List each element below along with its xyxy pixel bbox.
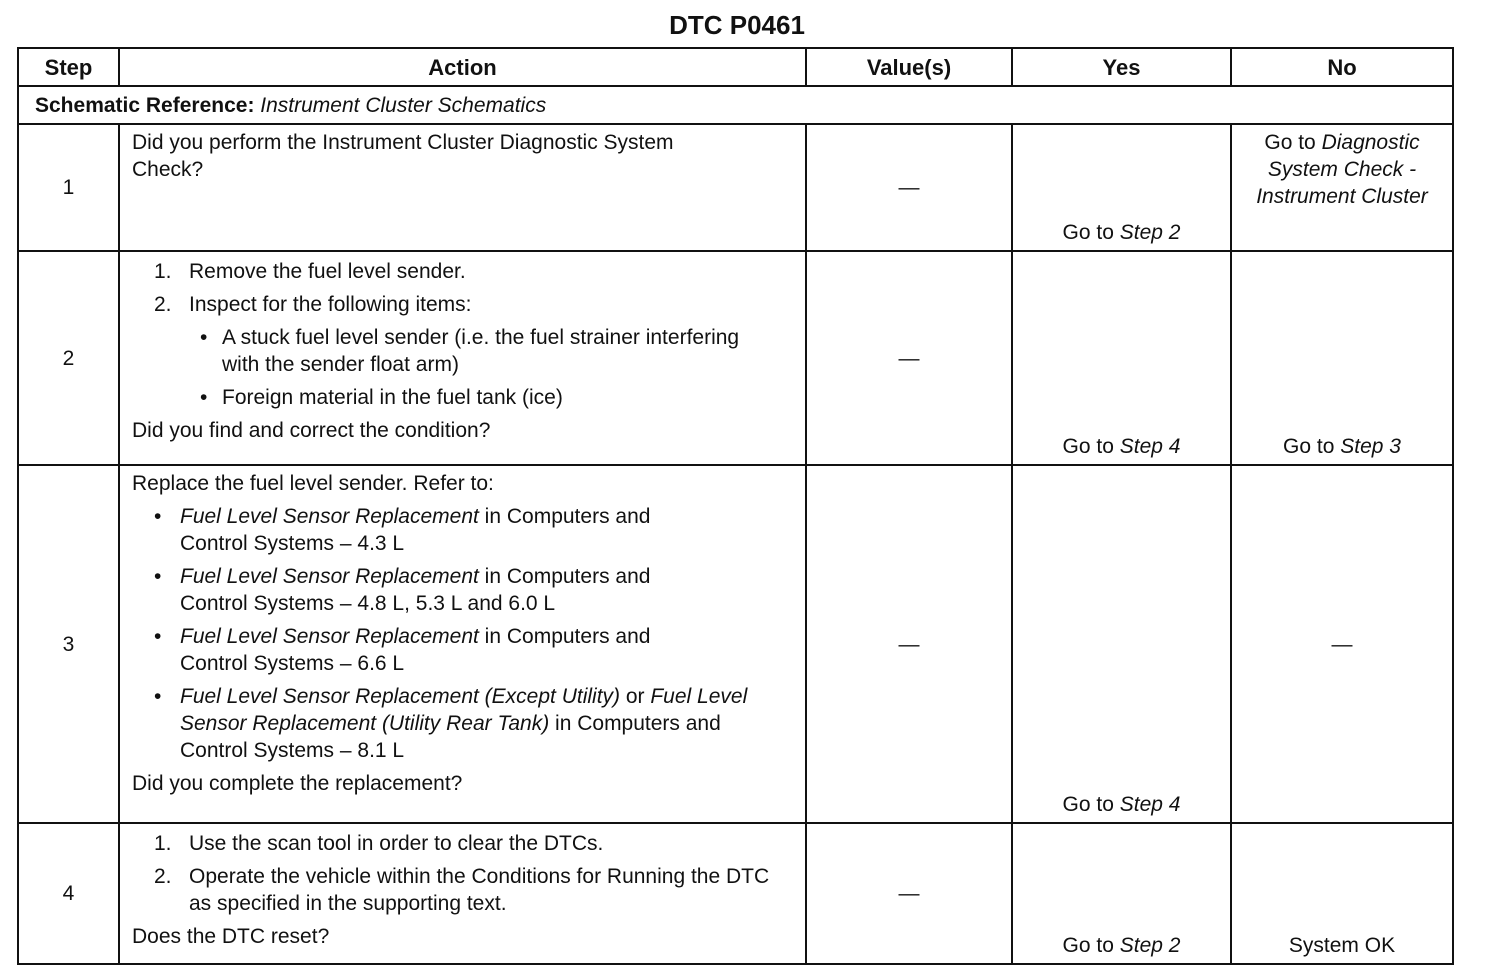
schematic-label: Schematic Reference: — [35, 93, 255, 117]
header-yes: Yes — [1012, 48, 1231, 86]
no-cell: — — [1231, 465, 1453, 823]
reference-link[interactable]: Fuel Level Sensor Replacement (Utility Rear Tank) — [180, 685, 748, 735]
bullet-item — [200, 324, 740, 378]
yes-cell — [1012, 251, 1231, 465]
no-cell — [1231, 124, 1453, 251]
header-action: Action — [119, 48, 806, 86]
action-cell — [119, 124, 806, 251]
item-text: Inspect for the following items: — [189, 293, 472, 316]
value-cell: — — [806, 465, 1012, 823]
bullet-icon: • — [154, 625, 162, 648]
schematic-link[interactable]: Instrument Cluster Schematics — [260, 93, 547, 117]
action-question: Did you complete the replacement? — [132, 772, 463, 795]
document-title: DTC P0461 — [669, 10, 805, 40]
reference-link[interactable]: Fuel Level Sensor Replacement (Except Utility) — [180, 685, 621, 708]
no-link[interactable]: Diagnostic System Check - Instrument Cluster — [1256, 131, 1428, 208]
yes-link[interactable]: Step 2 — [1119, 934, 1181, 957]
step-number: 3 — [18, 465, 119, 823]
bullet-icon: • — [154, 505, 162, 528]
action-cell — [119, 465, 806, 823]
reference-manual: Computers and Control Systems – 8.1 L — [180, 712, 721, 762]
no-prefix: Go to — [1264, 131, 1322, 154]
yes-link[interactable]: Step 4 — [1119, 435, 1181, 458]
yes-prefix: Go to — [1062, 934, 1120, 957]
reference-joiner: in — [478, 505, 507, 528]
header-step: Step — [18, 48, 119, 86]
item-text: Use the scan tool in order to clear the DTCs. — [189, 832, 604, 855]
no-link[interactable]: Step 3 — [1340, 435, 1401, 458]
header-values: Value(s) — [806, 48, 1012, 86]
yes-link[interactable]: Step 4 — [1119, 793, 1181, 816]
reference-item — [154, 563, 699, 617]
yes-link[interactable]: Step 2 — [1119, 221, 1181, 244]
reference-item — [154, 503, 699, 557]
yes-prefix: Go to — [1062, 221, 1120, 244]
reference-link[interactable]: Fuel Level Sensor Replacement — [180, 505, 479, 528]
value-cell: — — [806, 251, 1012, 465]
action-intro: Replace the fuel level sender. Refer to: — [132, 472, 494, 495]
value-cell: — — [806, 124, 1012, 251]
bullet-icon: • — [200, 326, 208, 349]
header-row — [18, 48, 1453, 86]
yes-prefix: Go to — [1062, 435, 1120, 458]
no-prefix: Go to — [1283, 435, 1341, 458]
item-number: 2. — [154, 293, 172, 316]
action-cell — [119, 823, 806, 964]
step-number: 1 — [18, 124, 119, 251]
schematic-reference — [18, 86, 1453, 124]
reference-joiner: or — [620, 685, 651, 708]
numbered-item — [154, 258, 793, 285]
item-number: 1. — [154, 260, 172, 283]
no-cell — [1231, 251, 1453, 465]
reference-joiner: in — [478, 625, 507, 648]
table-row — [18, 823, 1453, 964]
numbered-item — [154, 830, 793, 857]
bullet-icon: • — [154, 685, 162, 708]
reference-link[interactable]: Fuel Level Sensor Replacement — [180, 625, 479, 648]
reference-item — [154, 683, 793, 764]
reference-link[interactable]: Fuel Level Sensor Replacement — [180, 565, 479, 588]
item-number: 1. — [154, 832, 172, 855]
bullet-text: Foreign material in the fuel tank (ice) — [222, 386, 563, 409]
table-row — [18, 124, 1453, 251]
no-cell: System OK — [1231, 823, 1453, 964]
yes-prefix: Go to — [1062, 793, 1120, 816]
bullet-item — [200, 384, 793, 411]
yes-cell — [1012, 124, 1231, 251]
action-question: Does the DTC reset? — [132, 925, 330, 948]
step-number: 2 — [18, 251, 119, 465]
table-row — [18, 251, 1453, 465]
schematic-row — [18, 86, 1453, 124]
action-question: Did you find and correct the condition? — [132, 419, 491, 442]
reference-manual: Computers and Control Systems – 6.6 L — [180, 625, 651, 675]
yes-cell — [1012, 823, 1231, 964]
action-cell — [119, 251, 806, 465]
diagnostic-table — [17, 47, 1454, 965]
numbered-item — [154, 863, 793, 917]
bullet-text: A stuck fuel level sender (i.e. the fuel strainer interfering with the sender float arm) — [222, 326, 740, 376]
bullet-icon: • — [154, 565, 162, 588]
numbered-item — [154, 291, 793, 318]
reference-item — [154, 623, 699, 677]
table-row — [18, 465, 1453, 823]
bullet-icon: • — [200, 386, 208, 409]
step-number: 4 — [18, 823, 119, 964]
reference-manual: Computers and Control Systems – 4.8 L, 5.3 L and 6.0 L — [180, 565, 651, 615]
item-number: 2. — [154, 865, 172, 888]
reference-joiner: in — [549, 712, 578, 735]
yes-cell — [1012, 465, 1231, 823]
item-text: Operate the vehicle within the Conditions for Running the DTC as specified in the supporting text. — [189, 865, 770, 915]
reference-joiner: in — [478, 565, 507, 588]
item-text: Remove the fuel level sender. — [189, 260, 466, 283]
header-no: No — [1231, 48, 1453, 86]
value-cell: — — [806, 823, 1012, 964]
reference-manual: Computers and Control Systems – 4.3 L — [180, 505, 651, 555]
action-question: Did you perform the Instrument Cluster Diagnostic System Check? — [132, 131, 674, 181]
